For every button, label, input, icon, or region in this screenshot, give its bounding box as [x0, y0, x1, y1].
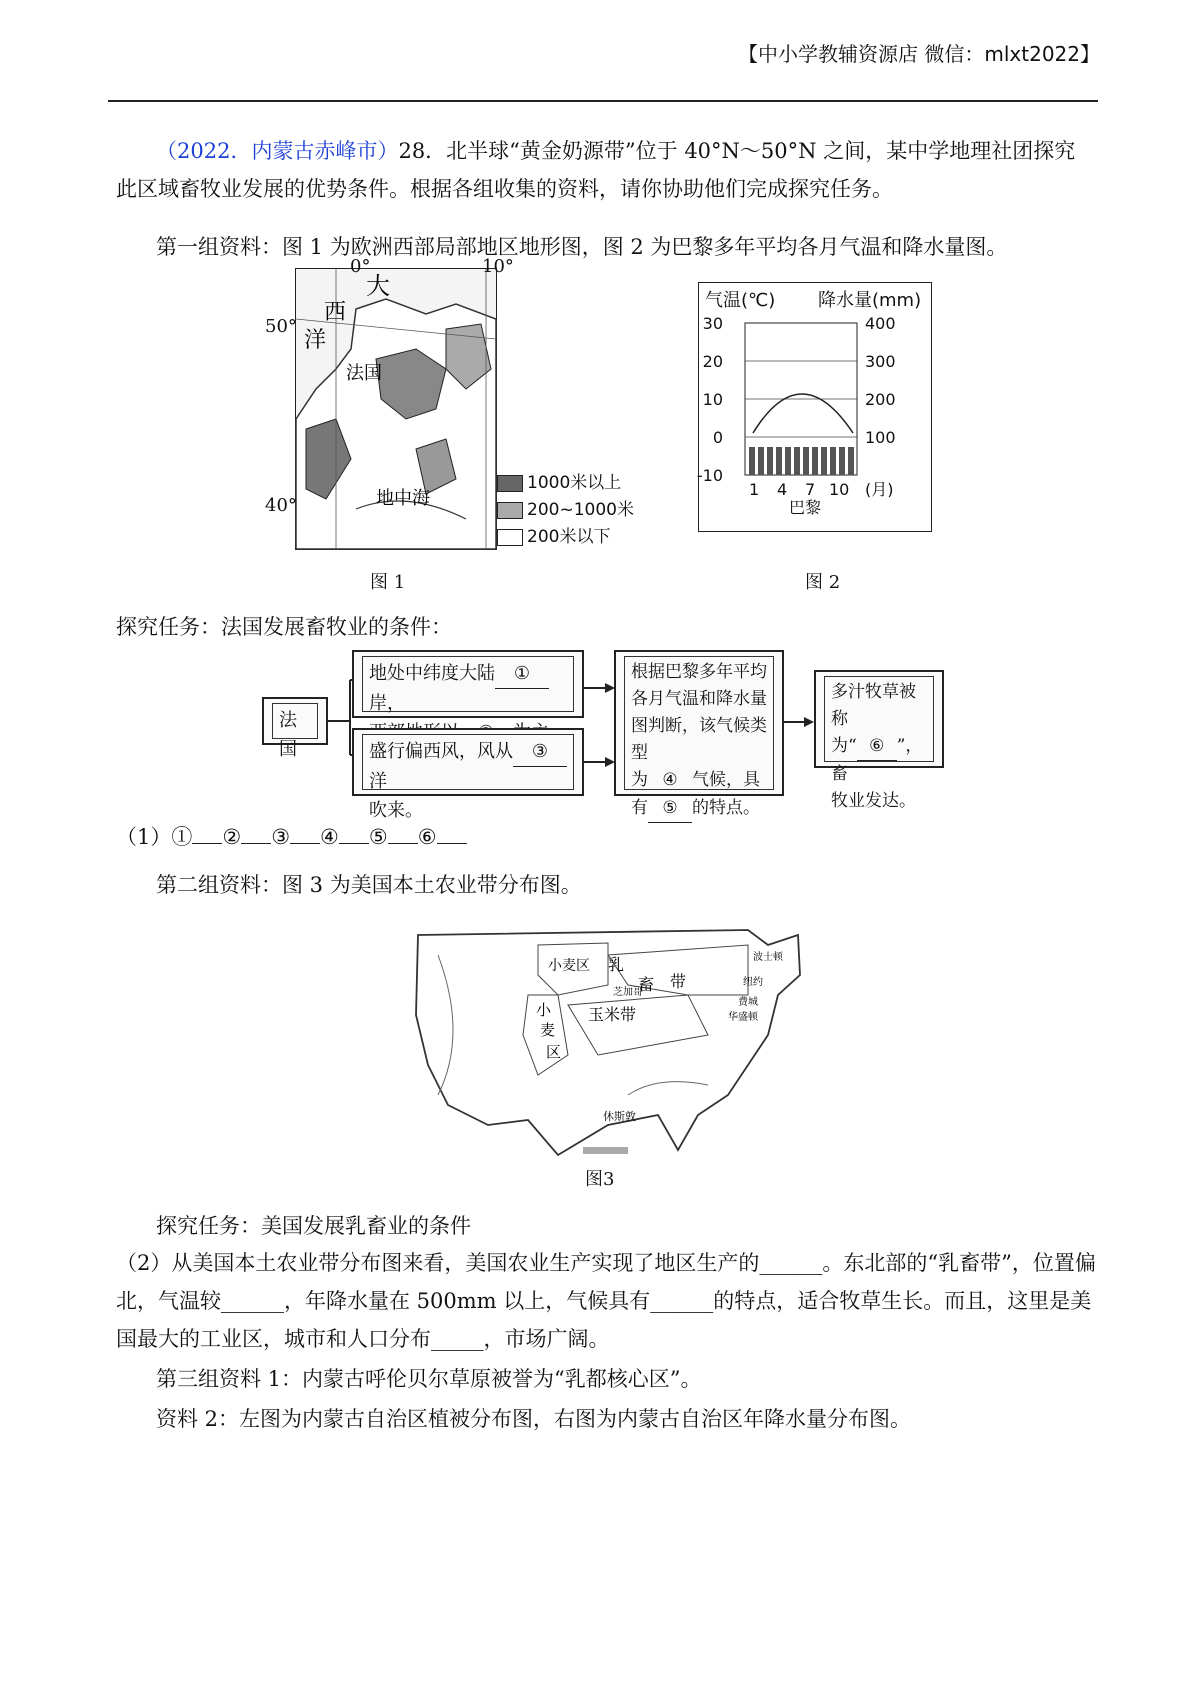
precip-bar [821, 447, 827, 475]
precip-bar [749, 447, 755, 475]
precip-bar [812, 447, 818, 475]
legend-item-mid: 200~1000米 [497, 497, 634, 524]
fig1-label-ocean2: 西 [324, 300, 347, 325]
q2-line2: 北，气温较______，年降水量在 500mm 以上，气候具有______的特点，适合牧草生长。而且，这里是美 [116, 1289, 1092, 1313]
task2-title: 探究任务：美国发展乳畜业的条件 [156, 1214, 471, 1238]
fig2-lt-20: 20 [702, 352, 723, 371]
fig2-right-title: 降水量(mm) [818, 290, 922, 311]
svg-text:芝加哥: 芝加哥 [613, 987, 643, 998]
svg-text:费城: 费城 [738, 997, 758, 1008]
question-intro: 28．北半球“黄金奶源带”位于 40°N～50°N 之间，某中学地理社团探究此区域畜牧业发展的优势条件。根据各组收集的资料，请你协助他们完成探究任务。 [116, 139, 1076, 201]
flow-arrow-to-result [784, 712, 814, 732]
legend-item-high: 1000米以上 [497, 470, 634, 497]
precip-bar [785, 447, 791, 475]
fig2-lt-10: 10 [702, 390, 723, 409]
fig1-label-country: 法国 [346, 363, 382, 384]
blank-5: ⑤ [648, 795, 692, 823]
blank-6: ⑥ [857, 733, 897, 761]
fig1-lat-50: 50° [265, 316, 297, 337]
fig2-rt-300: 300 [865, 352, 896, 371]
fig1-label-sea: 地中海 [376, 488, 430, 509]
fig2-caption: 图 2 [805, 572, 841, 593]
fig1-legend [497, 470, 634, 551]
svg-text:乳: 乳 [608, 955, 625, 974]
fig2-lt-0: 0 [712, 428, 723, 447]
svg-text:带: 带 [670, 972, 687, 991]
precip-bar [794, 447, 800, 475]
svg-text:华盛顿: 华盛顿 [728, 1012, 758, 1023]
svg-text:小: 小 [536, 1001, 552, 1019]
fig1-label-ocean1: 大 [366, 272, 390, 300]
figure1-map [295, 268, 497, 550]
group1-text: 第一组资料：图 1 为欧洲西部局部地区地形图，图 2 为巴黎多年平均各月气温和降水量图。 [156, 235, 1008, 259]
fig1-lon-10: 10° [482, 256, 514, 277]
fig2-place: 巴黎 [789, 498, 822, 517]
fig2-lt-30: 30 [702, 314, 723, 333]
fig1-label-ocean3: 洋 [304, 328, 327, 353]
page-header: 【中小学教辅资源店 微信：mlxt2022】 [738, 42, 1100, 66]
header-rule [108, 100, 1098, 102]
precip-bar [776, 447, 782, 475]
figure3-usa-map [408, 915, 808, 1160]
flow-box-result: 多汁牧草被称 为“ ⑥ ”，畜 牧业发达。 [814, 670, 944, 768]
blank-1: ① [495, 659, 549, 689]
blank-3: ③ [513, 737, 567, 767]
fig2-x-10: 10 [829, 480, 850, 499]
flow-box-location: 地处中纬度大陆 ①岸， [352, 650, 584, 718]
precip-bar [830, 447, 836, 475]
fig2-plot [696, 314, 925, 517]
flow-box-wind: 盛行偏西风，风从 ③洋 吹来。 [352, 728, 584, 796]
fig1-lon-0: 0° [350, 256, 371, 277]
svg-text:纽约: 纽约 [743, 977, 763, 988]
task1-title: 探究任务：法国发展畜牧业的条件： [116, 615, 452, 639]
group3-text1: 第三组资料 1：内蒙古呼伦贝尔草原被誉为“乳都核心区”。 [156, 1367, 702, 1391]
fig2-left-title: 气温(℃) [705, 290, 776, 311]
svg-text:玉米带: 玉米带 [588, 1005, 637, 1024]
fig2-rt-100: 100 [865, 428, 896, 447]
legend-item-low: 200米以下 [497, 524, 634, 551]
fig2-rt-400: 400 [865, 314, 896, 333]
fig1-caption: 图 1 [370, 572, 406, 593]
group3-text2: 资料 2：左图为内蒙古自治区植被分布图，右图为内蒙古自治区年降水量分布图。 [156, 1407, 912, 1431]
svg-text:麦: 麦 [540, 1021, 556, 1039]
fig3-caption: 图3 [585, 1169, 615, 1190]
precip-bar [839, 447, 845, 475]
flow-root-france: 法国 [262, 697, 328, 745]
svg-text:波士顿: 波士顿 [753, 952, 783, 963]
group2-text: 第二组资料：图 3 为美国本土农业带分布图。 [156, 873, 582, 897]
fig2-x-4: 4 [777, 480, 788, 499]
svg-text:区: 区 [546, 1043, 562, 1061]
svg-text:畜: 畜 [638, 975, 655, 994]
q2-line3: 国最大的工业区，城市和人口分布_____，市场广阔。 [116, 1327, 610, 1351]
q2-line1: （2）从美国本土农业带分布图来看，美国农业生产实现了地区生产的______。东北部的“乳畜带”，位置偏 [116, 1251, 1096, 1275]
precip-bar [758, 447, 764, 475]
svg-text:休斯敦: 休斯敦 [603, 1110, 636, 1123]
blank-4: ④ [648, 767, 692, 795]
precip-bar [767, 447, 773, 475]
precip-bar [803, 447, 809, 475]
fig2-x-7: 7 [805, 480, 816, 499]
precip-bar [848, 447, 854, 475]
answer-line-1: （1）① ② ③ ④ ⑤ ⑥ [116, 818, 1096, 856]
question-28 [116, 132, 1096, 208]
fig2-x-unit: (月) [865, 480, 894, 499]
flow-box-climate: 根据巴黎多年平均 各月气温和降水量 图判断，该气候类型 为 ④ 气候，具 有 ⑤ 的特点。 [614, 650, 784, 796]
svg-text:小麦区: 小麦区 [548, 958, 590, 974]
fig1-lat-40: 40° [265, 495, 297, 516]
fig2-x-1: 1 [749, 480, 760, 499]
fig2-rt-200: 200 [865, 390, 896, 409]
fig2-lt-m10: -10 [696, 466, 723, 485]
question-source: （2022．内蒙古赤峰市） [156, 139, 399, 163]
